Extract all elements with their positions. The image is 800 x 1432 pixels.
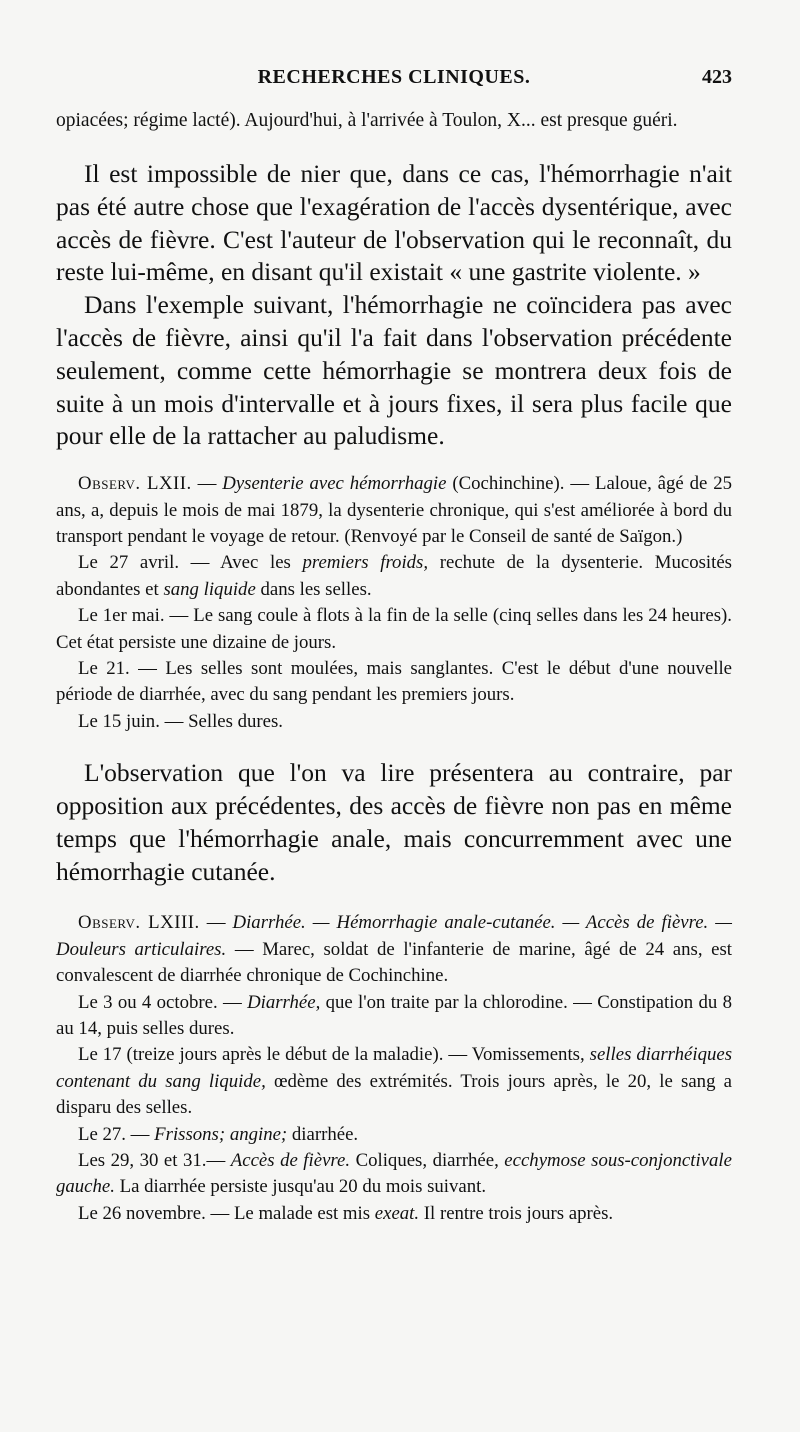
text-segment: — (199, 912, 233, 934)
observation-entry (56, 1122, 732, 1148)
italic-text: Dysenterie avec hémorrhagie (222, 473, 447, 495)
text-segment: Le 3 ou 4 octobre. — (78, 991, 248, 1013)
observation-entry (56, 550, 732, 603)
observation-entry (56, 990, 732, 1043)
observation-heading (56, 471, 732, 550)
page-header (56, 66, 732, 96)
text-segment: Le 27. — (78, 1123, 155, 1145)
text-segment: — Marec, soldat de l'infanterie de marine, âgé de 24 ans, est convalescent de diarrhée chronique de Cochinchine. (56, 938, 733, 987)
italic-text: sang liquide (163, 578, 256, 600)
text-segment: Il rentre trois jours après. (419, 1202, 614, 1224)
text-segment: — (191, 473, 223, 495)
page-body (56, 108, 732, 1227)
text-segment: Les 29, 30 et 31.— (78, 1150, 231, 1172)
text-segment: La diarrhée persiste jusqu'au 20 du mois suivant. (114, 1176, 487, 1198)
observation-entry (56, 1042, 732, 1121)
italic-text: ecchymose sous-conjonctivale gauche. (56, 1150, 732, 1198)
text-segment: L'observation que l'on va lire présentera au contraire, par opposition aux précédentes, des accès de fièvre non pas en même temps que l'hémorrhagie anale, mais concurremment avec une hémorrhagie cutanée. (56, 758, 732, 886)
paragraph (56, 158, 732, 289)
text-segment: Le 26 novembre. — Le malade est mis (78, 1202, 375, 1224)
text-segment: Le 1er mai. — Le sang coule à flots à la fin de la selle (cinq selles dans les 24 heures). Cet état persiste une dizaine de jours. (56, 605, 732, 653)
italic-text: Diarrhée. — Hémorrhagie anale-cutanée. — Accès de fièvre. — Douleurs articulaires. (56, 912, 732, 960)
text-segment: Le 15 juin. — Selles dures. (78, 710, 283, 732)
text-segment: (Cochinchine). — Laloue, âgé de 25 ans, a, depuis le mois de mai 1879, la dysenterie chronique, qui s'est améliorée à bord du transport pendant le voyage de retour. (Renvoyé par le Conseil de santé de Saïgon.) (56, 473, 733, 547)
italic-text: selles diarrhéiques contenant du sang liquide, (56, 1044, 733, 1092)
page-number: 423 (702, 66, 732, 88)
running-title: RECHERCHES CLINIQUES. (257, 66, 531, 88)
observation-entry (56, 1148, 732, 1201)
italic-text: exeat. (374, 1202, 420, 1224)
observation-label: Observ. LXIII. (78, 912, 200, 934)
text-segment: Le 21. — Les selles sont moulées, mais sanglantes. C'est le début d'une nouvelle période de diarrhée, avec du sang pendant les premiers jours. (56, 658, 732, 706)
observation-entry (56, 1201, 732, 1227)
observation-entry (56, 709, 732, 735)
observation-label: Observ. LXII. (78, 473, 192, 495)
italic-text: Accès de fièvre. (230, 1150, 351, 1172)
text-segment: Il est impossible de nier que, dans ce cas, l'hémorrhagie n'ait pas été autre chose que l'exagération de l'accès dysentérique, avec accès de fièvre. C'est l'auteur de l'observation qui le reconnaît, du reste lui-même, en disant qu'il existait « une gastrite violente. » (56, 159, 732, 287)
text-segment: Le 17 (treize jours après le début de la maladie). — Vomissements, (78, 1044, 590, 1066)
italic-text: Frissons; angine; (154, 1123, 288, 1145)
text-segment: Le 27 avril. — Avec les (78, 552, 303, 574)
text-segment: Dans l'exemple suivant, l'hémorrhagie ne coïncidera pas avec l'accès de fièvre, ainsi qu'il l'a fait dans l'observation précédente seulement, comme cette hémorrhagie se montrera deux fois de suite à un mois d'intervalle et à jours fixes, il sera plus facile que pour elle de la rattacher au paludisme. (56, 290, 732, 451)
paragraph (56, 108, 732, 134)
text-segment: rechute de la dysenterie. Mucosités abondantes et (56, 552, 732, 600)
text-segment: Coliques, diarrhée, (350, 1150, 505, 1172)
observation-entry (56, 656, 732, 709)
text-segment: opiacées; régime lacté). Aujourd'hui, à l'arrivée à Toulon, X... est presque guéri. (56, 110, 678, 131)
paragraph (56, 757, 732, 888)
observation-entry (56, 603, 732, 656)
italic-text: premiers froids, (302, 552, 429, 574)
text-segment: œdème des extrémités. Trois jours après, le 20, le sang a disparu des selles. (56, 1070, 732, 1119)
observation-heading (56, 910, 732, 989)
paragraph (56, 289, 732, 453)
text-segment: dans les selles. (255, 578, 372, 600)
italic-text: Diarrhée, (247, 991, 321, 1013)
text-segment: diarrhée. (287, 1123, 359, 1145)
text-segment: que l'on traite par la chlorodine. — Constipation du 8 au 14, puis selles dures. (56, 991, 733, 1040)
